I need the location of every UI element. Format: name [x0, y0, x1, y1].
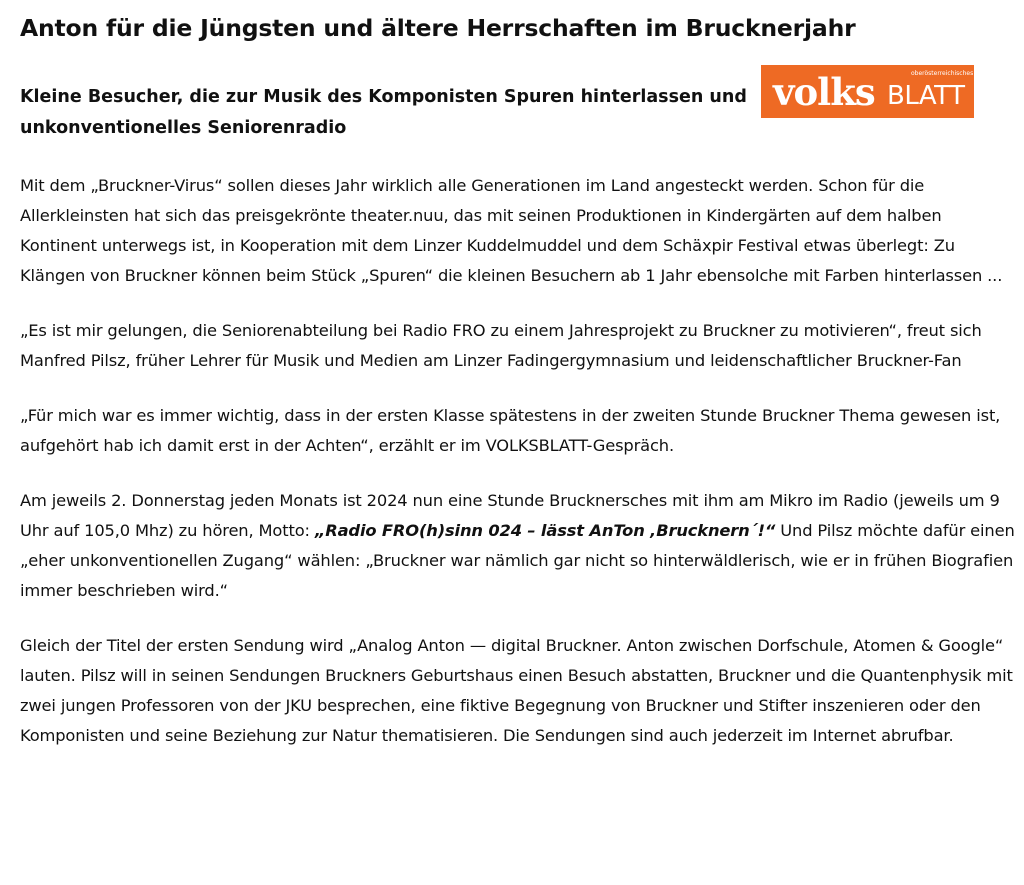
radio-show-motto: „Radio FRO(h)sinn 024 – lässt AnTon ‚Brucknern´!“ [314, 521, 776, 540]
article-body [20, 171, 1016, 776]
paragraph-radio-text-after: Und Pilsz möchte dafür einen „eher unkonventionellen Zugang“ wählen: „Bruckner war nämlich gar nicht so hinterwäldlerisch, wie er in frühen Biografien immer beschrieben wird.“ [20, 521, 1015, 600]
paragraph-intro: Mit dem „Bruckner-Virus“ sollen dieses Jahr wirklich alle Generationen im Land angesteckt werden. Schon für die Allerkleinsten hat sich das preisgekrönte theater.nuu, das mit seinen Produktionen in Kindergärten auf dem halben Kontinent unterwegs ist, in Kooperation mit dem Linzer Kuddelmuddel und dem Schäxpir Festival etwas überlegt: Zu Klängen von Bruckner können beim Stück „Spuren“ die kleinen Besuchern ab 1 Jahr ebensolche mit Farben hinterlassen ... [20, 176, 1003, 285]
volksblatt-logo [761, 65, 974, 118]
article-subtitle: Kleine Besucher, die zur Musik des Komponisten Spuren hinterlassen und unkonventionelles Seniorenradio [20, 87, 747, 138]
logo-small-text: oberösterreichisches [911, 70, 974, 77]
paragraph-radio-text-before: Am jeweils 2. Donnerstag jeden Monats ist 2024 nun eine Stunde Brucknersches mit ihm am Mikro im Radio (jeweils um 9 Uhr auf 105,0 Mhz) zu hören, Motto: [20, 491, 1000, 540]
article-title: Anton für die Jüngsten und ältere Herrschaften im Brucknerjahr [20, 14, 856, 42]
paragraph-first-show: Gleich der Titel der ersten Sendung wird „Analog Anton — digital Bruckner. Anton zwischen Dorfschule, Atomen & Google“ lauten. Pilsz will in seinen Sendungen Bruckners Geburtshaus einen Besuch abstatten, Bruckner und die Quantenphysik mit zwei jungen Professoren von der JKU besprechen, eine fiktive Begegnung von Bruckner und Stifter inszenieren oder den Komponisten und seine Beziehung zur Natur thematisieren. Die Sendungen sind auch jederzeit im Internet abrufbar. [20, 636, 1013, 745]
logo-brand-right: BLATT [887, 81, 965, 111]
paragraph-quote-pilsz: „Es ist mir gelungen, die Seniorenabteilung bei Radio FRO zu einem Jahresprojekt zu Bruckner zu motivieren“, freut sich Manfred Pilsz, früher Lehrer für Musik und Medien am Linzer Fadingergymnasium und leidenschaftlicher Bruckner-Fan [20, 321, 982, 370]
paragraph-quote-school: „Für mich war es immer wichtig, dass in der ersten Klasse spätestens in der zweiten Stunde Bruckner Thema gewesen ist, aufgehört hab ich damit erst in der Achten“, erzählt er im VOLKSBLATT-Gespräch. [20, 406, 1001, 455]
paragraph-radio-show [20, 486, 1016, 606]
logo-brand-left: volks [773, 70, 875, 114]
